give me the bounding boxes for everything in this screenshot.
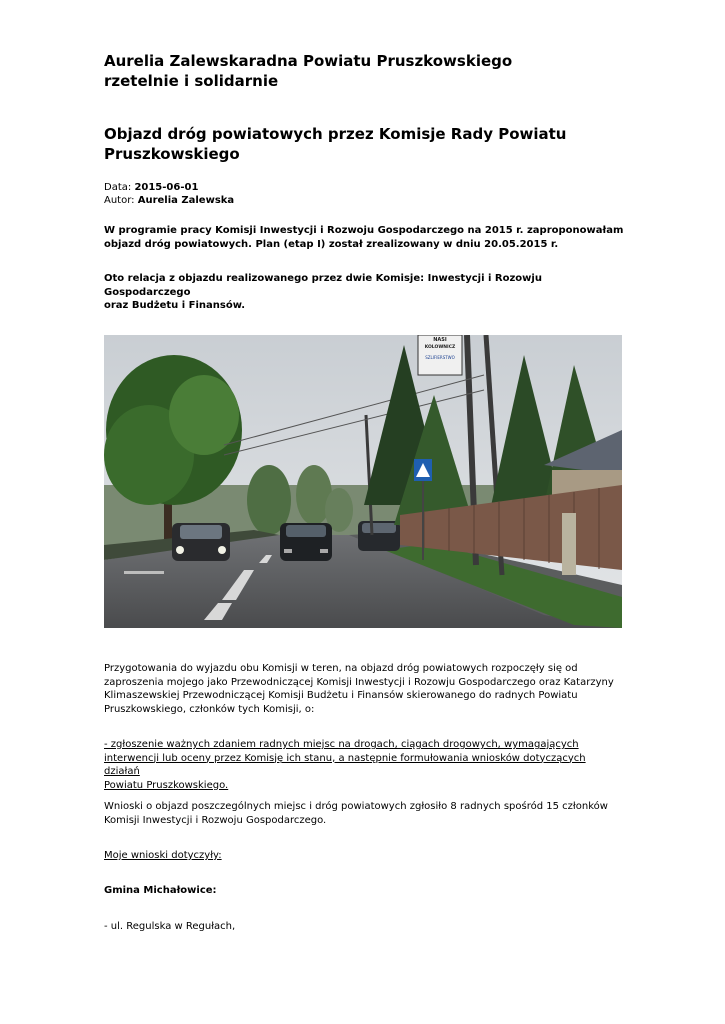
article-title (104, 124, 624, 164)
lead-car (280, 523, 332, 561)
author-label: Autor: (104, 195, 135, 206)
lead-1-line-2: objazd dróg powiatowych. Plan (etap I) został zrealizowany w dniu 20.05.2015 r. (104, 238, 559, 250)
oncoming-car (172, 523, 230, 561)
article-title-line-2: Pruszkowskiego (104, 145, 240, 163)
p2-line-3: Powiatu Pruszkowskiego. (104, 779, 229, 791)
list-item-regulska: - ul. Regulska w Regułach, (104, 921, 236, 932)
parked-car (358, 521, 400, 551)
site-title-line-1: Aurelia Zalewskaradna Powiatu Pruszkowskiego (104, 52, 513, 70)
billboard (418, 335, 462, 375)
article-meta (104, 181, 624, 207)
p1-line-1: Przygotowania do wyjazdu obu Komisji w teren, na objazd dróg powiatowych rozpoczęły się od (104, 663, 578, 674)
billboard-text-1: NASI (433, 337, 447, 343)
lead-2-line-2: oraz Budżetu i Finansów. (104, 300, 246, 311)
billboard-text-3: SZLIFIERSTWO (425, 355, 455, 360)
lead-paragraph-2 (104, 272, 624, 313)
author-row (104, 194, 624, 207)
lead-paragraph-1 (104, 224, 624, 251)
author-value: Aurelia Zalewska (137, 195, 235, 206)
billboard-text-2: KOLOWNICZ (424, 345, 456, 350)
p2-line-2: interwencji lub oceny przez Komisję ich stanu, a następnie formułowania wniosków dotyczących działań (104, 752, 586, 777)
lead-2-line-1: Oto relacja z objazdu realizowanego przez dwie Komisje: Inwestycji i Rozowju Gospodarczego (104, 273, 542, 298)
my-requests-heading: Moje wnioski dotyczyły: (104, 850, 222, 861)
p1-line-4: Pruszkowskiego, członków tych Komisji, o: (104, 703, 315, 715)
site-title-line-2: rzetelnie i solidarnie (104, 72, 279, 90)
paragraph-2-underlined (104, 738, 624, 792)
gmina-heading: Gmina Michałowice: (104, 885, 217, 896)
date-label: Data: (104, 182, 132, 193)
p1-line-3: Klimaszewskiej Przewodniczącej Komisji Budżetu i Finansów skierowanego do radnych Powiatu (104, 690, 578, 701)
road-photo (104, 335, 622, 628)
p1-line-2: zaproszenia mojego jako Przewodniczącej Komisji Inwestycji i Rozowju Gospodarczego oraz Katarzyny (104, 676, 614, 688)
date-row (104, 181, 624, 194)
p2-line-1: - zgłoszenie ważnych zdaniem radnych miejsc na drogach, ciągach drogowych, wymagających (104, 739, 579, 750)
date-value: 2015-06-01 (134, 182, 199, 193)
site-title (104, 51, 624, 91)
article-title-line-1: Objazd dróg powiatowych przez Komisje Rady Powiatu (104, 125, 567, 143)
p3-line-1: Wnioski o objazd poszczególnych miejsc i dróg powiatowych zgłosiło 8 radnych spośród 15 członków (104, 801, 608, 812)
paragraph-3 (104, 800, 624, 827)
lead-1-line-1: W programie pracy Komisji Inwestycji i Rozwoju Gospodarczego na 2015 r. zaproponowałam (104, 225, 624, 236)
p3-line-2: Komisji Inwestycji i Rozwoju Gospodarczego. (104, 814, 327, 826)
road-photo-illustration (104, 335, 622, 628)
paragraph-1 (104, 662, 624, 716)
